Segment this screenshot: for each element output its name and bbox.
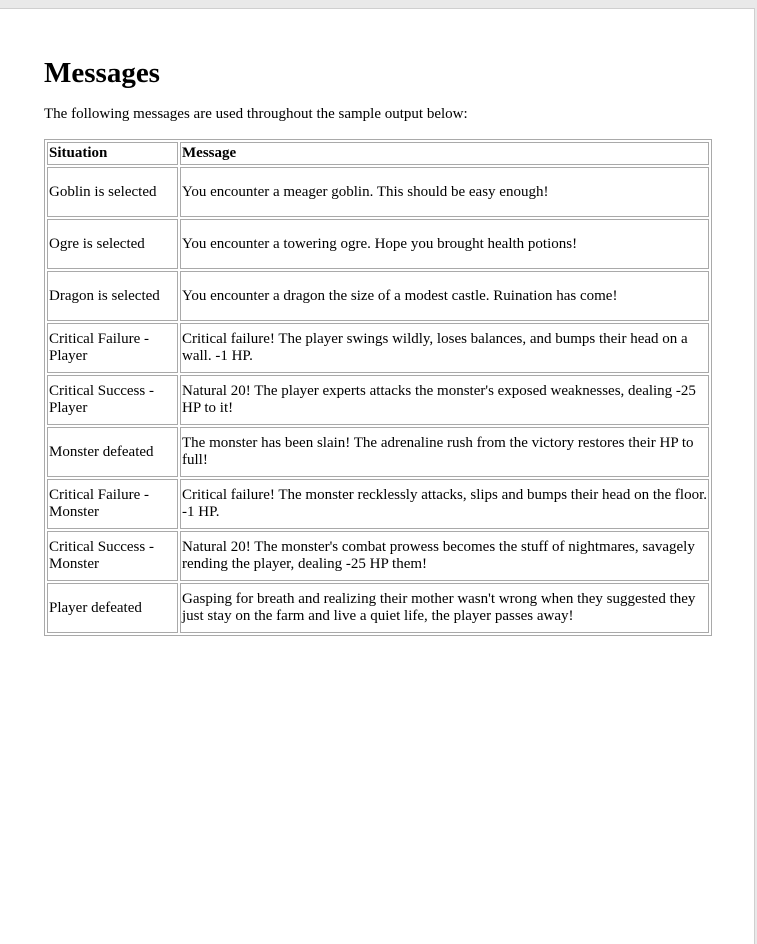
situation-cell: Critical Failure - Monster (47, 479, 178, 529)
table-row (47, 375, 709, 425)
column-header-situation: Situation (47, 142, 178, 165)
message-cell: Critical failure! The player swings wildly, loses balances, and bumps their head on a wall. -1 HP. (180, 323, 709, 373)
table-row (47, 323, 709, 373)
table-header-row (47, 142, 709, 165)
situation-cell: Critical Success - Player (47, 375, 178, 425)
table-row (47, 271, 709, 321)
message-cell: Critical failure! The monster recklessly attacks, slips and bumps their head on the floor. -1 HP. (180, 479, 709, 529)
message-cell: You encounter a meager goblin. This should be easy enough! (180, 167, 709, 217)
message-cell: You encounter a dragon the size of a modest castle. Ruination has come! (180, 271, 709, 321)
message-cell: Gasping for breath and realizing their mother wasn't wrong when they suggested they just stay on the farm and live a quiet life, the player passes away! (180, 583, 709, 633)
column-header-message: Message (180, 142, 709, 165)
message-cell: Natural 20! The player experts attacks the monster's exposed weaknesses, dealing -25 HP to it! (180, 375, 709, 425)
table-row (47, 583, 709, 633)
message-cell: The monster has been slain! The adrenaline rush from the victory restores their HP to full! (180, 427, 709, 477)
situation-cell: Ogre is selected (47, 219, 178, 269)
situation-cell: Monster defeated (47, 427, 178, 477)
situation-cell: Dragon is selected (47, 271, 178, 321)
intro-paragraph: The following messages are used throughout the sample output below: (44, 106, 468, 122)
messages-table (44, 139, 712, 636)
page-frame (0, 8, 755, 944)
table-row (47, 479, 709, 529)
situation-cell: Critical Success - Monster (47, 531, 178, 581)
table-row (47, 531, 709, 581)
table-row (47, 427, 709, 477)
message-cell: You encounter a towering ogre. Hope you brought health potions! (180, 219, 709, 269)
situation-cell: Goblin is selected (47, 167, 178, 217)
message-cell: Natural 20! The monster's combat prowess becomes the stuff of nightmares, savagely rending the player, dealing -25 HP them! (180, 531, 709, 581)
document-content (44, 55, 712, 636)
situation-cell: Player defeated (47, 583, 178, 633)
page-title: Messages (44, 57, 160, 89)
table-row (47, 167, 709, 217)
table-row (47, 219, 709, 269)
situation-cell: Critical Failure - Player (47, 323, 178, 373)
